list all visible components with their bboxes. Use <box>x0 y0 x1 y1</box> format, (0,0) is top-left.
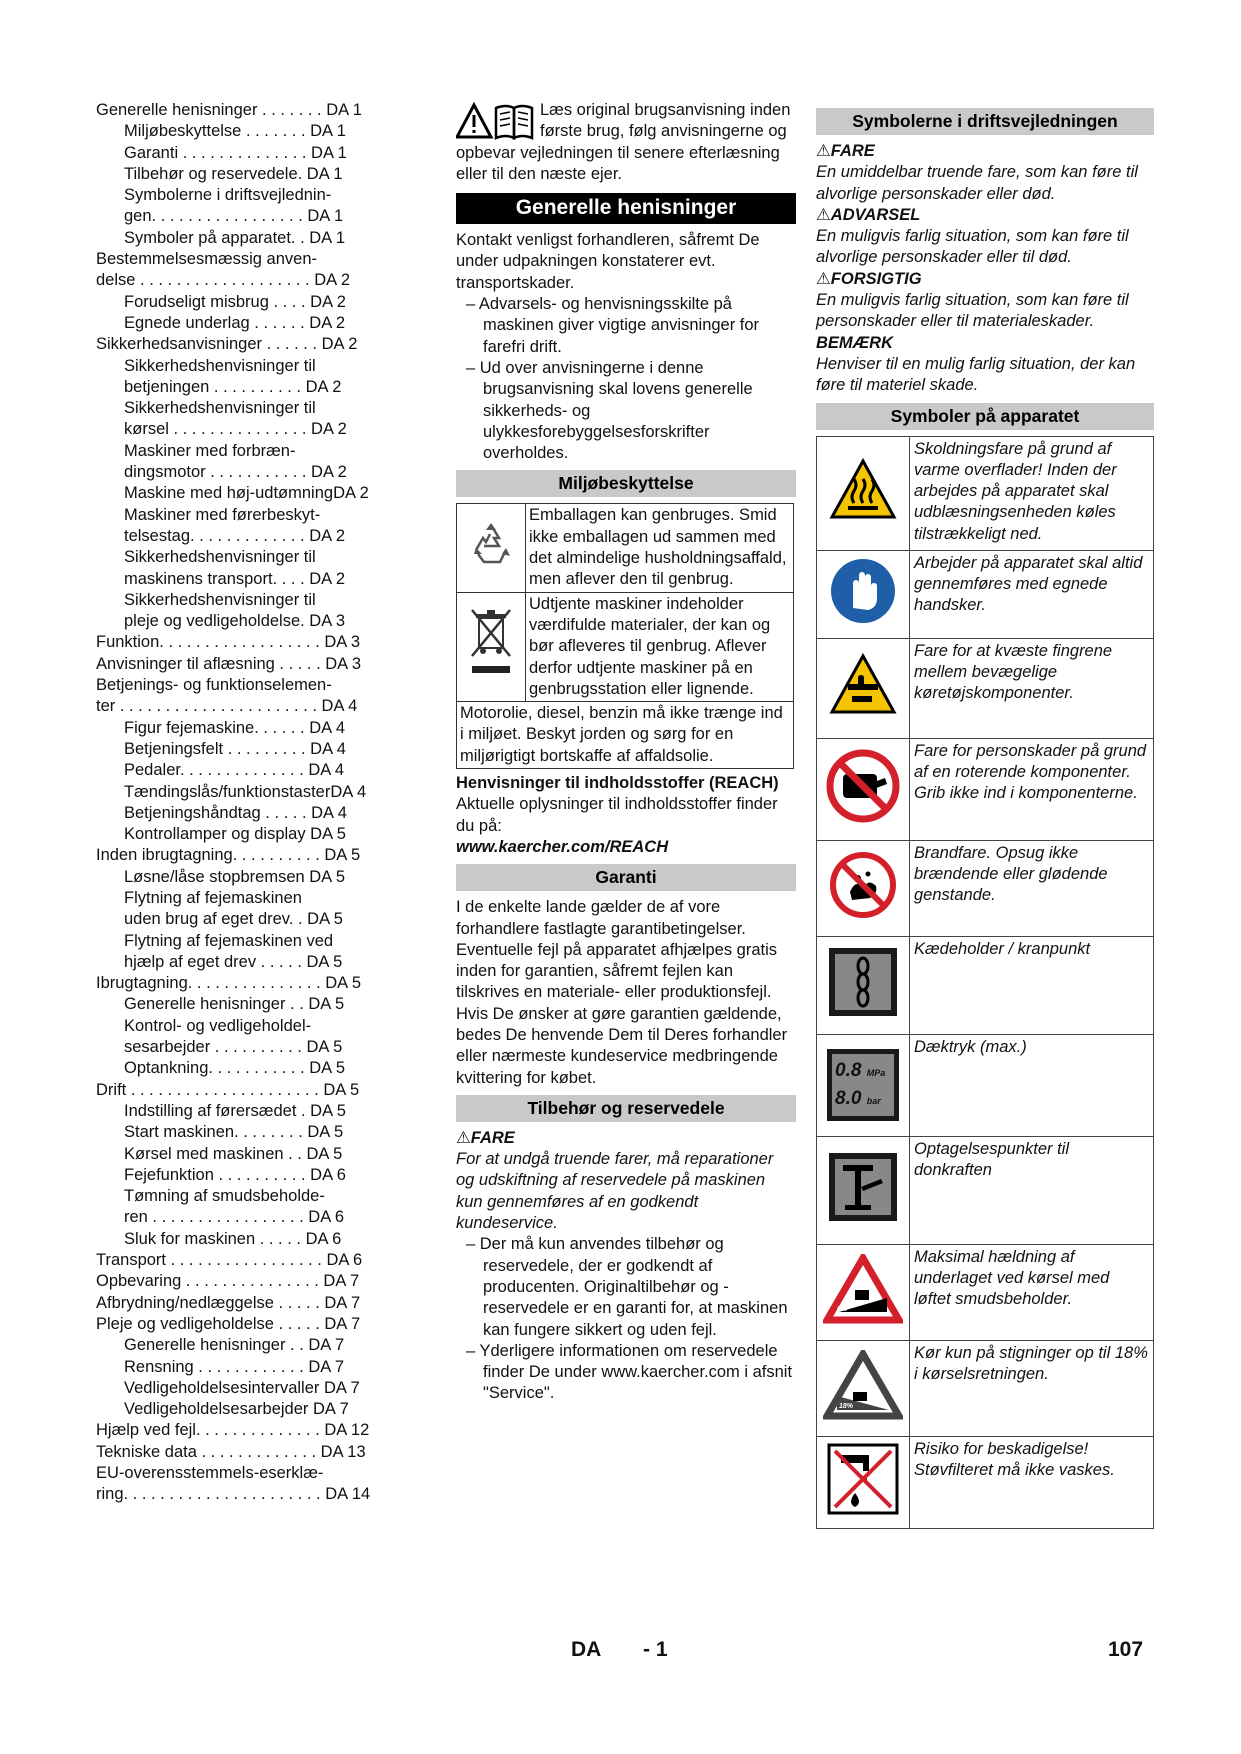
toc-entry[interactable]: telsestag. . . . . . . . . . . . . DA 2 <box>124 526 346 545</box>
toc-entry[interactable]: Vedligeholdelsesintervaller DA 7 <box>124 1378 360 1397</box>
symbol-description: Skoldningsfare på grund af varme overflader! Inden der arbejdes på apparatet skal udblæsningsenheden køles tilstrækkeligt ned. <box>910 436 1154 550</box>
toc-entry[interactable]: Ibrugtagning. . . . . . . . . . . . . . . DA 5 <box>96 974 362 993</box>
env-text: Udtjente maskiner indeholder værdifulde materialer, der kan og bør afleveres til genbrug. Aflever derfor udtjente maskiner på en genbrugsstation eller lignende. <box>526 592 794 701</box>
general-heading: Generelle henisninger <box>456 193 796 224</box>
toc-entry[interactable]: kørsel . . . . . . . . . . . . . . . DA 2 <box>124 420 347 439</box>
reach-url-link[interactable]: www.kaercher.com/REACH <box>456 837 669 856</box>
symbol-description: Fare for personskader på grund af en roterende komponenter. Grib ikke ind i komponenterne. <box>910 738 1154 840</box>
toc-entry[interactable]: gen. . . . . . . . . . . . . . . . . DA 1 <box>124 207 344 226</box>
danger-label: FARE <box>470 1128 515 1147</box>
symbol-description: Arbejder på apparatet skal altid gennemføres med egnede handsker. <box>910 550 1154 638</box>
table-row <box>817 550 1154 638</box>
toc-entry[interactable]: Kontrol- og vedligeholdel- <box>124 1016 312 1035</box>
no-fire-icon <box>828 850 898 920</box>
toc-entry[interactable]: hjælp af eget drev . . . . . DA 5 <box>124 952 343 971</box>
toc-entry[interactable]: ren . . . . . . . . . . . . . . . . . DA 6 <box>124 1208 345 1227</box>
note-label: BEMÆRK <box>816 333 893 352</box>
toc-entry[interactable]: maskinens transport. . . . DA 2 <box>124 569 346 588</box>
toc-entry[interactable]: Maskine med høj-udtømningDA 2 <box>124 484 369 503</box>
table-row <box>457 592 794 701</box>
pressure-bar-unit: bar <box>866 1096 881 1107</box>
toc-entry[interactable]: Generelle henisninger . . . . . . . DA 1 <box>96 101 362 119</box>
toc-entry[interactable]: Betjeningsfelt . . . . . . . . . DA 4 <box>124 739 346 758</box>
toc-entry[interactable]: Pleje og vedligeholdelse . . . . . DA 7 <box>96 1314 361 1333</box>
table-row <box>817 1244 1154 1340</box>
toc-entry[interactable]: Fejefunktion . . . . . . . . . . DA 6 <box>124 1165 346 1184</box>
toc-entry[interactable]: Pedaler. . . . . . . . . . . . . . DA 4 <box>124 761 345 780</box>
finger-crush-icon <box>828 650 898 720</box>
toc-entry[interactable]: Miljøbeskyttelse . . . . . . . DA 1 <box>124 122 346 141</box>
toc-entry[interactable]: Inden ibrugtagning. . . . . . . . . . DA 5 <box>96 846 361 865</box>
max-tilt-icon <box>823 1254 903 1324</box>
recycle-icon <box>466 520 516 570</box>
toc-entry[interactable]: Kontrollamper og display DA 5 <box>124 825 346 844</box>
toc-entry[interactable]: Sikkerhedshenvisninger til <box>124 548 316 567</box>
accessories-heading: Tilbehør og reservedele <box>456 1095 796 1122</box>
toc-entry[interactable]: Egnede underlag . . . . . . DA 2 <box>124 313 346 332</box>
toc-entry[interactable]: Funktion. . . . . . . . . . . . . . . . . . DA 3 <box>96 633 361 652</box>
accessories-list-item: – Der må kun anvendes tilbehør og reservedele, der er godkendt af producenten. Originaltilbehør og -reservedele er en garanti for, at maskinen kan fungere sikkert og uden fejl. <box>466 1235 788 1339</box>
intro-text: Læs original brugsanvisning inden første brug, følg anvisningerne og opbevar vejledningen til senere efterlæsning eller til den næste ejer. <box>456 101 791 183</box>
toc-entry[interactable]: Generelle henisninger . . DA 7 <box>124 1336 345 1355</box>
pressure-mpa-value: 0.8 <box>835 1060 862 1082</box>
toc-entry[interactable]: ter . . . . . . . . . . . . . . . . . . . . . . DA 4 <box>96 697 358 716</box>
note-text: Henviser til en mulig farlig situation, der kan føre til materiel skade. <box>816 354 1136 395</box>
environment-heading: Miljøbeskyttelse <box>456 470 796 497</box>
intro-block <box>456 100 796 185</box>
no-wash-filter-icon <box>825 1441 901 1517</box>
warranty-text: I de enkelte lande gælder de af vore forhandlere fastlagte garantibetingelser. Eventuelle fejl på apparatet afhjælpes gratis inden for garantien, såfremt fejlen kan tilskrives en materiale- eller produktionsfejl. Hvis De ønsker at gøre garantien gældende, bedes De henvende Dem til Deres forhandler eller nærmeste kundeservice medbringende kvittering for købet. <box>456 898 788 1087</box>
toc-entry[interactable]: ring. . . . . . . . . . . . . . . . . . . . . . DA 14 <box>96 1485 371 1504</box>
env-note: Motorolie, diesel, benzin må ikke trænge ind i miljøet. Beskyt jorden og sørg for en miljørigtigt bortskaffe af affaldsolie. <box>457 702 794 769</box>
slope-icon <box>823 1350 903 1420</box>
symbols-heading: Symbolerne i driftsvejledningen <box>816 108 1154 135</box>
table-row <box>817 436 1154 550</box>
chain-hook-icon <box>825 944 901 1020</box>
crossed-bin-icon <box>466 604 516 684</box>
toc-entry[interactable]: delse . . . . . . . . . . . . . . . . . . . DA 2 <box>96 271 351 290</box>
general-list-item: – Ud over anvisningerne i denne brugsanvisning skal lovens generelle sikkerheds- og ulykkesforebyggelsesforskrifter overholdes. <box>466 358 753 463</box>
accessories-list-item: – Yderligere informationen om reservedele finder De under www.kaercher.com i afsnit "Service". <box>466 1341 793 1403</box>
toc-entry[interactable]: Sikkerhedshenvisninger til <box>124 399 316 418</box>
toc-entry[interactable]: Sikkerhedshenvisninger til <box>124 590 316 609</box>
toc-entry[interactable]: Kørsel med maskinen . . DA 5 <box>124 1144 343 1163</box>
warning-text: En muligvis farlig situation, som kan føre til alvorlige personskader eller til død. <box>816 227 1129 267</box>
danger-text: En umiddelbar truende fare, som kan føre til alvorlige personskader eller død. <box>816 163 1138 203</box>
environment-table <box>456 503 794 769</box>
toc-entry[interactable]: Tændingslås/funktionstasterDA 4 <box>124 782 367 801</box>
no-reach-rotating-icon <box>825 748 901 824</box>
table-row <box>817 638 1154 738</box>
toc-entry[interactable]: pleje og vedligeholdelse. DA 3 <box>124 612 346 631</box>
toc-entry[interactable]: Indstilling af førersædet . DA 5 <box>124 1101 346 1120</box>
toc-entry[interactable]: uden brug af eget drev. . DA 5 <box>124 910 343 929</box>
table-row <box>817 1436 1154 1528</box>
table-row <box>817 738 1154 840</box>
table-row <box>817 840 1154 936</box>
symbol-description: Brandfare. Opsug ikke brændende eller glødende genstande. <box>910 840 1154 936</box>
toc-entry[interactable]: Opbevaring . . . . . . . . . . . . . . . DA 7 <box>96 1272 360 1291</box>
device-symbols-table <box>816 436 1154 1529</box>
table-row <box>817 1034 1154 1136</box>
toc-entry[interactable]: Løsne/låse stopbremsen DA 5 <box>124 867 346 886</box>
toc-entry[interactable]: Vedligeholdelsesarbejder DA 7 <box>124 1400 349 1419</box>
warning-triangle-icon: ⚠ <box>456 1128 471 1147</box>
footer-section-number: - 1 <box>643 1638 668 1661</box>
warning-triangle-icon: ⚠ <box>816 269 831 288</box>
toc-entry[interactable]: Symbolerne i driftsvejlednin- <box>124 186 332 205</box>
tilt-percent-label: 6% <box>837 1305 848 1313</box>
toc-entry[interactable]: sesarbejder . . . . . . . . . . DA 5 <box>124 1038 343 1057</box>
toc-entry[interactable]: Symboler på apparatet. . DA 1 <box>124 228 346 247</box>
symbol-description: Optagelsespunkter til donkraften <box>910 1136 1154 1244</box>
table-row <box>457 702 794 769</box>
table-row <box>457 504 794 592</box>
table-row <box>817 1340 1154 1436</box>
toc-entry[interactable]: Sikkerhedsanvisninger . . . . . . DA 2 <box>96 335 358 354</box>
toc-entry[interactable]: Rensning . . . . . . . . . . . . DA 7 <box>124 1357 345 1376</box>
danger-label: FARE <box>830 142 875 160</box>
toc-entry[interactable]: Sikkerhedshenvisninger til <box>124 356 316 375</box>
column-middle <box>456 100 796 1405</box>
table-of-contents <box>96 100 386 1506</box>
symbol-description: Kør kun på stigninger op til 18% i kørselsretningen. <box>910 1340 1154 1436</box>
caution-text: En muligvis farlig situation, som kan føre til personskader eller til materialeskader. <box>816 291 1129 331</box>
toc-entry[interactable]: betjeningen . . . . . . . . . . DA 2 <box>124 377 342 396</box>
pressure-bar-value: 8.0 <box>835 1088 862 1110</box>
toc-entry[interactable]: Anvisninger til aflæsning . . . . . DA 3 <box>96 654 362 673</box>
toc-entry[interactable]: Garanti . . . . . . . . . . . . . . DA 1 <box>124 143 347 162</box>
toc-entry[interactable]: EU-overensstemmels-eserklæ- <box>96 1464 324 1482</box>
toc-entry[interactable]: Flytning af fejemaskinen <box>124 888 302 907</box>
toc-entry[interactable]: Betjenings- og funktionselemen- <box>96 676 332 695</box>
toc-entry[interactable]: Flytning af fejemaskinen ved <box>124 931 334 950</box>
warning-label: ADVARSEL <box>830 205 921 224</box>
warning-manual-icon <box>456 102 536 140</box>
footer-language: DA <box>571 1638 602 1661</box>
table-row <box>817 936 1154 1034</box>
toc-entry[interactable]: Figur fejemaskine. . . . . . DA 4 <box>124 718 346 737</box>
symbol-description: Maksimal hældning af underlaget ved kørsel med løftet smudsbeholder. <box>910 1244 1154 1340</box>
toc-entry[interactable]: Tilbehør og reservedele. DA 1 <box>124 164 343 183</box>
warning-triangle-icon: ⚠ <box>816 142 831 160</box>
gloves-icon <box>828 556 898 626</box>
symbol-description: Dæktryk (max.) <box>910 1034 1154 1136</box>
table-row <box>817 1136 1154 1244</box>
device-symbols-heading: Symboler på apparatet <box>816 403 1154 430</box>
reach-heading: Henvisninger til indholdsstoffer (REACH) <box>456 774 779 793</box>
toc-entry[interactable]: Tekniske data . . . . . . . . . . . . . DA 13 <box>96 1442 366 1461</box>
toc-entry[interactable]: Forudseligt misbrug . . . . DA 2 <box>124 292 346 311</box>
toc-entry[interactable]: Transport . . . . . . . . . . . . . . . . . DA 6 <box>96 1251 363 1270</box>
toc-entry[interactable]: Maskiner med førerbeskyt- <box>124 505 321 524</box>
footer-page-number: 107 <box>1108 1638 1144 1661</box>
warranty-heading: Garanti <box>456 864 796 891</box>
toc-entry[interactable]: Sluk for maskinen . . . . . DA 6 <box>124 1229 342 1248</box>
toc-entry[interactable]: dingsmotor . . . . . . . . . . . DA 2 <box>124 463 347 482</box>
toc-entry[interactable]: Drift . . . . . . . . . . . . . . . . . . . . . DA 5 <box>96 1080 360 1099</box>
toc-entry[interactable]: Bestemmelsesmæssig anven- <box>96 250 317 269</box>
env-text: Emballagen kan genbruges. Smid ikke emballagen ud sammen med det almindelige husholdningsaffald, men aflever den til genbrug. <box>526 504 794 592</box>
toc-entry[interactable]: Generelle henisninger . . DA 5 <box>124 995 345 1014</box>
toc-entry[interactable]: Optankning. . . . . . . . . . . DA 5 <box>124 1059 346 1078</box>
toc-entry[interactable]: Betjeningshåndtag . . . . . DA 4 <box>124 803 347 822</box>
tire-pressure-icon <box>827 1049 899 1121</box>
reach-text: Aktuelle oplysninger til indholdsstoffer finder du på: <box>456 795 778 835</box>
symbol-description: Fare for at kvæste fingrene mellem bevægelige køretøjskomponenter. <box>910 638 1154 738</box>
toc-entry[interactable]: Start maskinen. . . . . . . . DA 5 <box>124 1123 344 1142</box>
hot-surface-icon <box>828 455 898 525</box>
general-list-item: – Advarsels- og henvisningsskilte på maskinen giver vigtige anvisninger for farefri drift. <box>466 295 760 356</box>
accessories-warning-text: For at undgå truende farer, må reparationer og udskiftning af reservedele på maskinen kun gennemføres af en godkendt kundeservice. <box>456 1150 774 1233</box>
general-paragraph: Kontakt venligst forhandleren, såfremt De under udpakningen konstaterer evt. transportskader. <box>456 231 760 292</box>
column-right <box>816 100 1154 1529</box>
toc-entry[interactable]: Tømning af smudsbeholde- <box>124 1187 325 1206</box>
symbol-description: Kædeholder / kranpunkt <box>910 936 1154 1034</box>
toc-entry[interactable]: Hjælp ved fejl. . . . . . . . . . . . . . DA 12 <box>96 1421 370 1440</box>
slope-percent-label: 18% <box>839 1402 854 1410</box>
warning-triangle-icon: ⚠ <box>816 205 831 224</box>
jack-point-icon <box>825 1149 901 1225</box>
caution-label: FORSIGTIG <box>830 269 922 288</box>
toc-entry[interactable]: Maskiner med forbræn- <box>124 441 296 460</box>
pressure-mpa-unit: MPa <box>866 1068 886 1079</box>
symbol-description: Risiko for beskadigelse! Støvfilteret må ikke vaskes. <box>910 1436 1154 1528</box>
toc-entry[interactable]: Afbrydning/nedlæggelse . . . . . DA 7 <box>96 1293 361 1312</box>
